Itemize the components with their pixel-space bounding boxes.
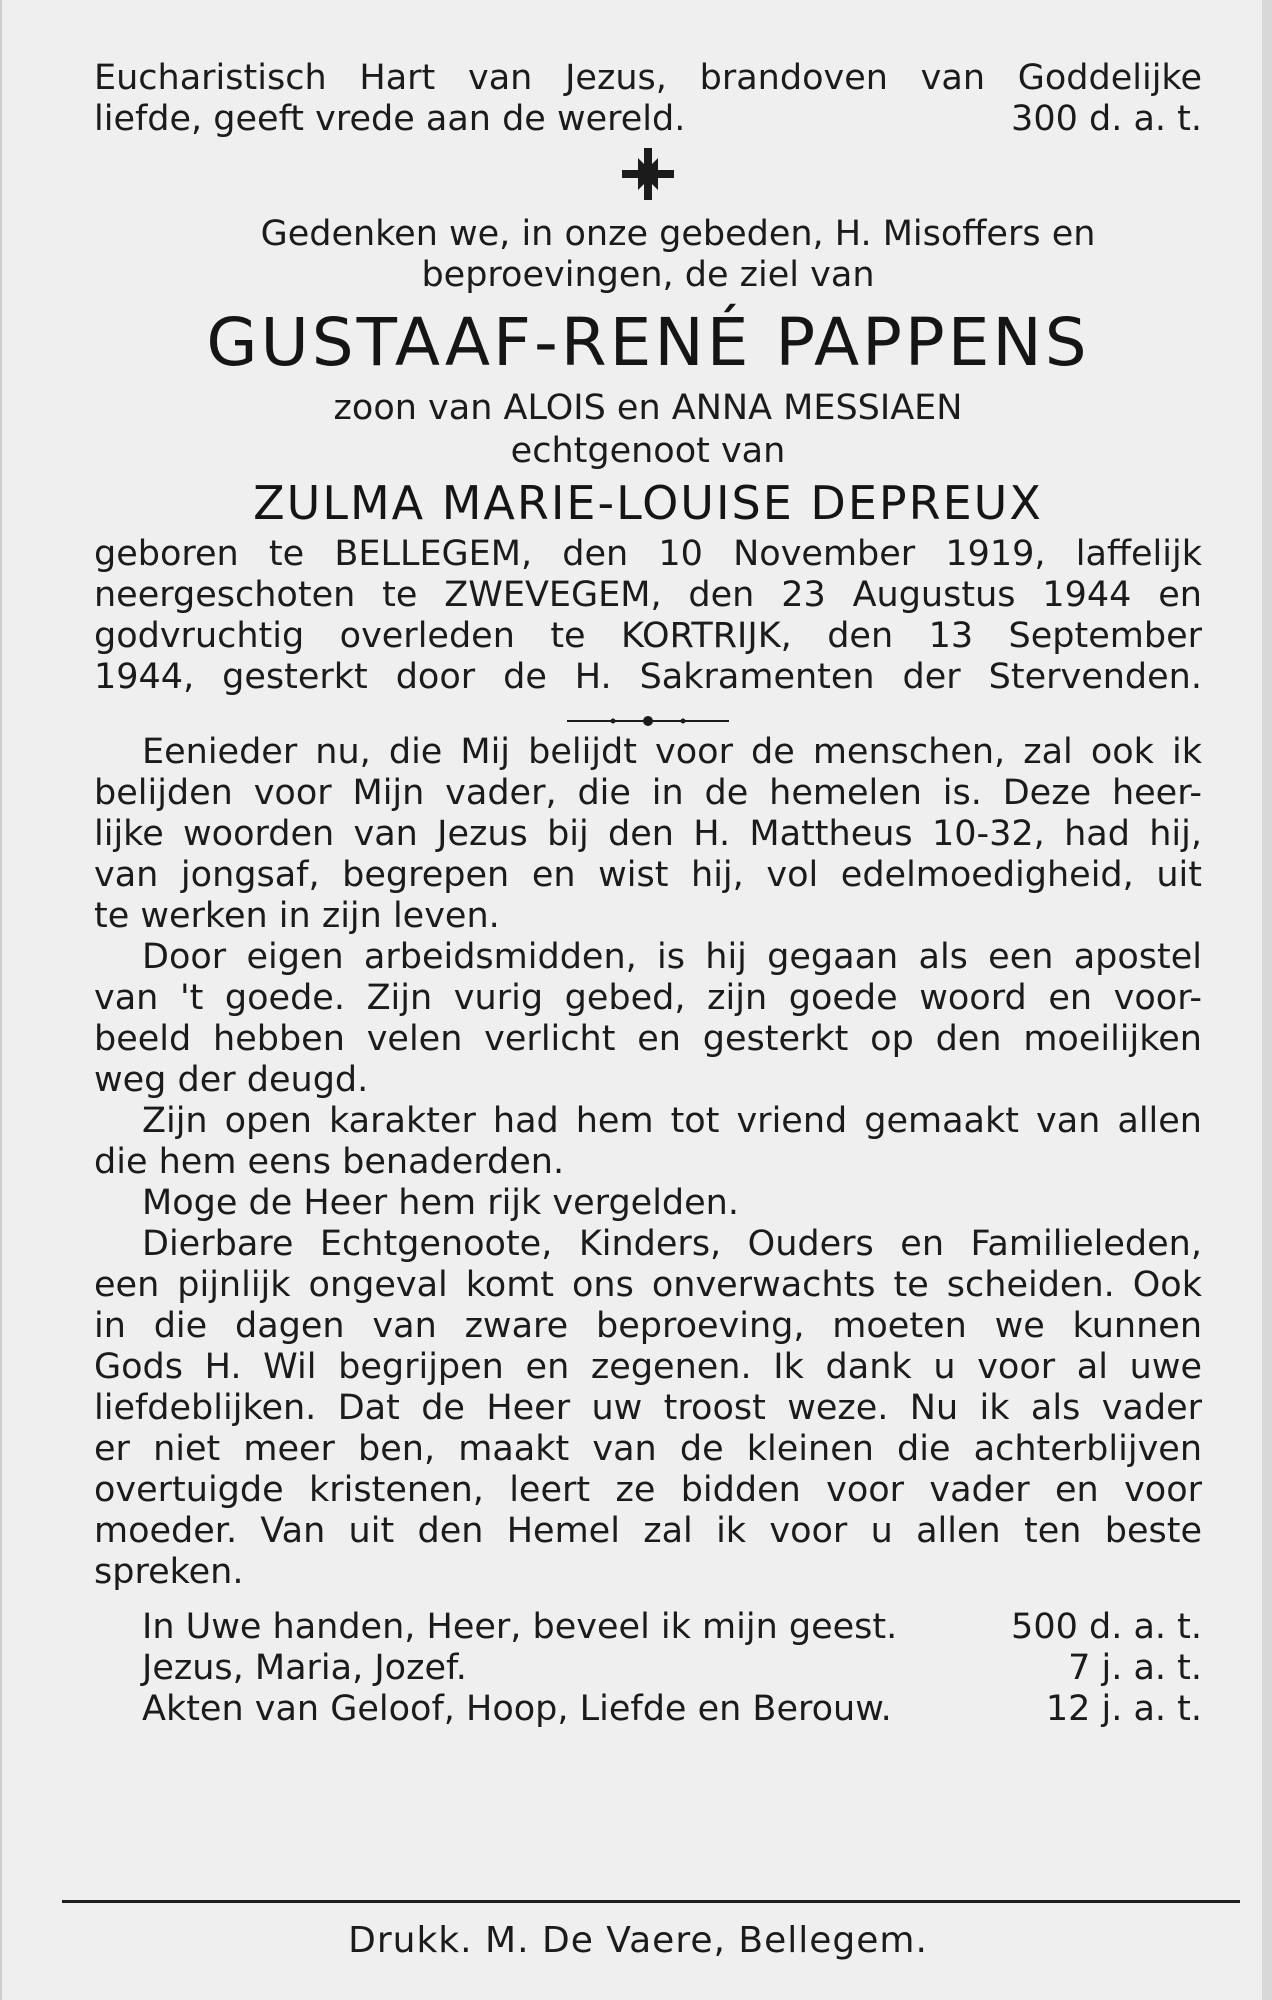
- paragraph-line: spreken.: [94, 1552, 244, 1592]
- top-prayer-line-1: Eucharistisch Hart van Jezus, brandoven van Goddelijke: [94, 58, 1202, 98]
- card-text: [94, 58, 1202, 1730]
- intro-line-2: beproevingen, de ziel van: [421, 255, 875, 295]
- paragraph-line: Zijn open karakter had hem tot vriend gemaakt van allen: [142, 1101, 1202, 1141]
- paragraph-line: liefdeblijken. Dat de Heer uw troost weze. Nu ik als vader: [94, 1388, 1202, 1428]
- closing-prayer-row: [94, 1689, 1202, 1730]
- paragraph-line: een pijnlijk ongeval komt ons onverwachts te scheiden. Ook: [94, 1265, 1202, 1305]
- paragraph-line: beeld hebben velen verlicht en gesterkt op den moeilijken: [94, 1019, 1202, 1059]
- paragraph-5: [94, 1224, 1202, 1593]
- closing-prayer-text: In Uwe handen, Heer, beveel ik mijn geest.: [142, 1607, 898, 1647]
- paragraph-1: [94, 732, 1202, 937]
- paragraph-line: van jongsaf, begrepen en wist hij, vol edelmoedigheid, uit: [94, 855, 1202, 895]
- paragraph-4: [94, 1183, 1202, 1224]
- paragraph-3: [94, 1101, 1202, 1183]
- top-prayer-indulgence: 300 d. a. t.: [1011, 99, 1202, 139]
- deceased-name: GUSTAAF-RENÉ PAPPENS: [206, 304, 1090, 381]
- paragraph-line: belijden voor Mijn vader, die in de hemelen is. Deze heer-: [94, 773, 1202, 813]
- biography: [94, 534, 1202, 698]
- paragraph-line: Dierbare Echtgenoote, Kinders, Ouders en Familieleden,: [142, 1224, 1202, 1264]
- paragraph-line: van 't goede. Zijn vurig gebed, zijn goede woord en voor-: [94, 978, 1202, 1018]
- closing-prayers: [94, 1607, 1202, 1730]
- closing-prayer-indulgence: 12 j. a. t.: [1045, 1689, 1202, 1729]
- top-prayer-text: liefde, geeft vrede aan de wereld.: [94, 99, 686, 139]
- spouse-label: echtgenoot van: [510, 431, 786, 471]
- paragraph-line: Door eigen arbeidsmidden, is hij gegaan als een apostel: [142, 937, 1202, 977]
- biography-line: godvruchtig overleden te KORTRIJK, den 13 September: [94, 616, 1202, 656]
- paragraph-line: overtuigde kristenen, leert ze bidden voor vader en voor: [94, 1470, 1202, 1510]
- printer-credit: Drukk. M. De Vaere, Bellegem.: [348, 1920, 928, 1961]
- intro: [94, 214, 1202, 296]
- bottom-rule: [62, 1900, 1240, 1903]
- paragraph-line: Moge de Heer hem rijk vergelden.: [142, 1183, 739, 1223]
- paragraph-line: te werken in zijn leven.: [94, 896, 500, 936]
- top-prayer: [94, 58, 1202, 140]
- closing-prayer-row: [94, 1648, 1202, 1689]
- paragraph-line: moeder. Van uit den Hemel zal ik voor u allen ten beste: [94, 1511, 1202, 1551]
- closing-prayer-indulgence: 500 d. a. t.: [1011, 1607, 1202, 1647]
- paragraph-line: in die dagen van zware beproeving, moeten we kunnen: [94, 1306, 1202, 1346]
- paragraph-line: die hem eens benaderden.: [94, 1142, 565, 1182]
- closing-prayer-row: [94, 1607, 1202, 1648]
- paragraph-line: Gods H. Wil begrijpen en zegenen. Ik dank u voor al uwe: [94, 1347, 1202, 1387]
- paragraph-line: weg der deugd.: [94, 1060, 369, 1100]
- cross-icon: [94, 144, 1202, 214]
- top-prayer-line-2: [94, 99, 1202, 140]
- closing-prayer-indulgence: 7 j. a. t.: [1068, 1648, 1202, 1688]
- closing-prayer-text: Akten van Geloof, Hoop, Liefde en Berouw.: [142, 1689, 892, 1729]
- paragraph-line: lijke woorden van Jezus bij den H. Mattheus 10-32, had hij,: [94, 814, 1202, 854]
- biography-line: 1944, gesterkt door de H. Sakramenten der Stervenden.: [94, 657, 1202, 697]
- parents: zoon van ALOIS en ANNA MESSIAEN: [333, 388, 963, 428]
- paragraph-2: [94, 937, 1202, 1101]
- paragraph-line: er niet meer ben, maakt van de kleinen die achterblijven: [94, 1429, 1202, 1469]
- divider-ornament: [94, 700, 1202, 726]
- intro-line-1: Gedenken we, in onze gebeden, H. Misoffers en: [260, 214, 1096, 254]
- biography-line: neergeschoten te ZWEVEGEM, den 23 Augustus 1944 en: [94, 575, 1202, 615]
- spouse-name: ZULMA MARIE-LOUISE DEPREUX: [253, 476, 1043, 530]
- biography-line: geboren te BELLEGEM, den 10 November 1919, laffelijk: [94, 534, 1202, 574]
- closing-prayer-text: Jezus, Maria, Jozef.: [142, 1648, 467, 1688]
- paragraph-line: Eenieder nu, die Mij belijdt voor de menschen, zal ook ik: [142, 732, 1202, 772]
